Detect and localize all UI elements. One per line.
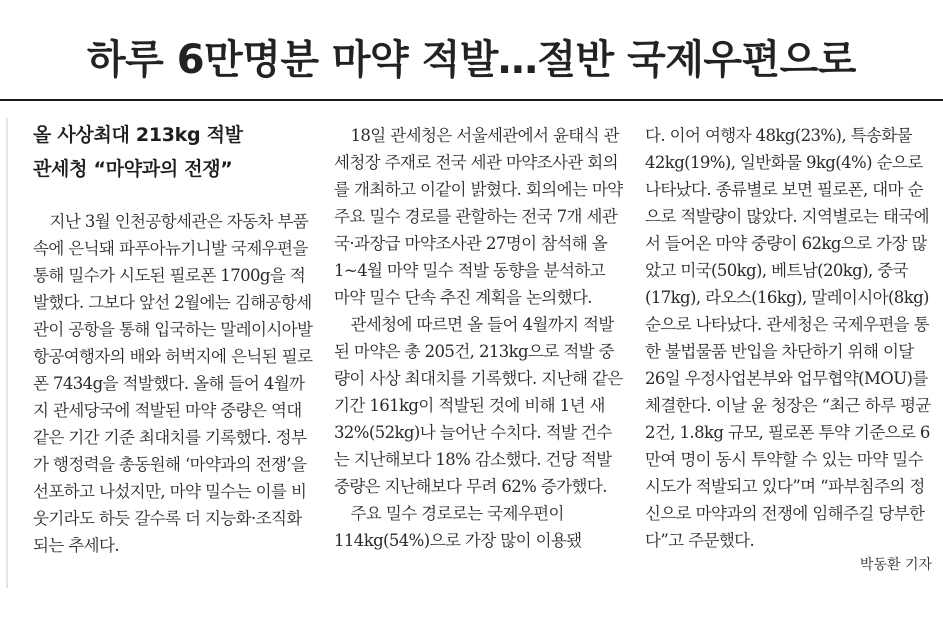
body-paragraph: 관세청에 따르면 올 들어 4월까지 적발된 마약은 총 205건, 213kg으로 적발 중량이 사상 최대치를 기록했다. 지난해 같은 기간 161kg이 적발된 것에 비해 1년 새 32%(52kg)나 늘어난 수치다. 적발 건수는 지난해보다 18% 감소했다. 건당 적발 중량은 지난해보다 무려 62% 증가했다.: [334, 315, 623, 496]
column-3: [645, 122, 932, 579]
column-2: [334, 122, 624, 554]
headline-divider: [0, 99, 943, 101]
column-1: [33, 118, 315, 559]
body-paragraph: 다. 이어 여행자 48kg(23%), 특송화물 42kg(19%), 일반화물 9kg(4%) 순으로 나타났다. 종류별로 보면 필로폰, 대마 순으로 적발량이 많았다. 지역별로는 태국에서 들어온 마약 중량이 62kg으로 가장 많았고 미국(50kg), 베트남(20kg), 중국(17kg), 라오스(16kg), 말레이시아(8kg) 순으로 나타났다. 관세청은 국제우편을 통한 불법물품 반입을 차단하기 위해 이달 26일 우정사업본부와 업무협약(MOU)를 체결한다. 이날 윤 청장은 “최근 하루 평균 2건, 1.8kg 규모, 필로폰 투약 기준으로 6만여 명이 동시 투약할 수 있는 마약 밀수 시도가 적발되고 있다”며 “파부침주의 정신으로 마약과의 전쟁에 임해주길 당부한다”고 주문했다.: [645, 126, 931, 550]
body-paragraph: 지난 3월 인천공항세관은 자동차 부품 속에 은닉돼 파푸아뉴기니발 국제우편을 통해 밀수가 시도된 필로폰 1700g을 적발했다. 그보다 앞선 2월에는 김해공항세관이 공항을 통해 입국하는 말레이시아발 항공여행자의 배와 허벅지에 은닉된 필로폰 7434g을 적발했다. 올해 들어 4월까지 관세당국에 적발된 마약 중량은 역대 같은 기간 기준 최대치를 기록했다. 정부가 행정력을 총동원해 ‘마약과의 전쟁’을 선포하고 나섰지만, 마약 밀수는 이를 비웃기라도 하듯 갈수록 더 지능화·조직화되는 추세다.: [33, 212, 313, 555]
subheadline-line-1: 올 사상최대 213kg 적발: [33, 124, 243, 146]
subheadline: [33, 118, 315, 186]
body-paragraph: 18일 관세청은 서울세관에서 윤태식 관세청장 주재로 전국 세관 마약조사관 회의를 개최하고 이같이 밝혔다. 회의에는 마약 주요 밀수 경로를 관할하는 전국 7개 세관 국·과장급 마약조사관 27명이 참석해 올 1~4월 마약 밀수 적발 동향을 분석하고 마약 밀수 단속 추진 계획을 논의했다.: [334, 126, 623, 307]
subheadline-line-2: 관세청 “마약과의 전쟁”: [33, 158, 233, 180]
margin-shade: [6, 118, 8, 588]
headline: 하루 6만명분 마약 적발…절반 국제우편으로: [87, 36, 856, 83]
body-paragraph: 주요 밀수 경로로는 국제우편이 114kg(54%)으로 가장 많이 이용됐: [334, 504, 582, 550]
byline: 박동환 기자: [859, 557, 932, 573]
